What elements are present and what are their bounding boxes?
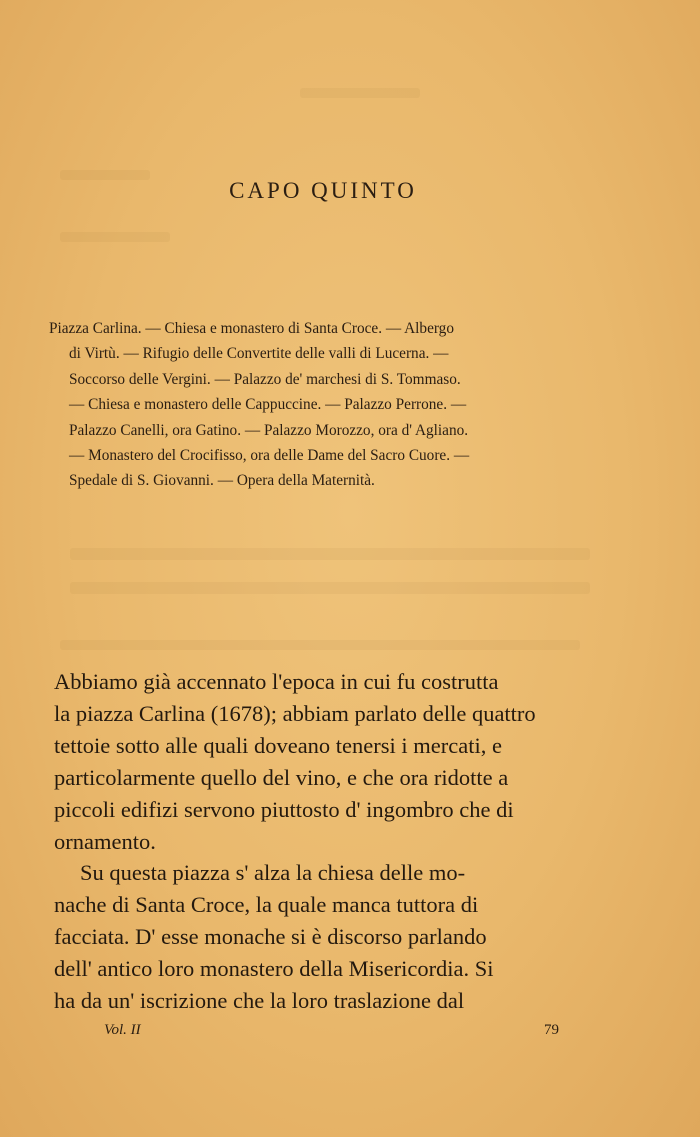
page-number: 79 [544,1022,559,1038]
summary-line: di Virtù. — Rifugio delle Convertite delle valli di Lucerna. — [69,345,449,363]
body-text [54,666,614,1017]
summary-line: Piazza Carlina. — Chiesa e monastero di Santa Croce. — Albergo [49,320,454,337]
summary-line: — Chiesa e monastero delle Cappuccine. — Palazzo Perrone. — [69,396,467,414]
chapter-title: CAPO QUINTO [229,178,417,203]
show-through-mark [70,548,590,560]
volume-label: Vol. II [104,1022,141,1038]
show-through-mark [60,232,170,242]
page-footer [0,1022,700,1052]
body-line: nache di Santa Croce, la quale manca tuttora di [54,892,479,918]
body-line: Abbiamo già accennato l'epoca in cui fu costrutta [54,669,499,694]
body-line: facciata. D' esse monache si è discorso parlando [54,924,487,950]
summary-line: — Monastero del Crocifisso, ora delle Dame del Sacro Cuore. — [69,447,470,465]
body-line: ha da un' iscrizione che la loro traslazione dal [54,988,465,1014]
show-through-mark [300,88,420,98]
show-through-mark [60,640,580,650]
body-line: dell' antico loro monastero della Misericordia. Si [54,956,494,982]
summary-line: Soccorso delle Vergini. — Palazzo de' marchesi di S. Tommaso. [69,370,461,388]
summary-line: Palazzo Canelli, ora Gatino. — Palazzo Morozzo, ora d' Agliano. [69,421,469,439]
body-line: tettoie sotto alle quali doveano tenersi i mercati, e [54,732,502,758]
body-line: particolarmente quello del vino, e che ora ridotte a [54,764,509,790]
show-through-mark [70,582,590,594]
body-line: la piazza Carlina (1678); abbiam parlato delle quattro [54,700,536,726]
summary-line: Spedale di S. Giovanni. — Opera della Maternità. [69,472,375,490]
body-line: Su questa piazza s' alza la chiesa delle mo- [80,860,466,886]
body-line: piccoli edifizi servono piuttosto d' ingombro che di [54,796,514,822]
body-line: ornamento. [54,828,156,854]
chapter-summary [49,316,609,494]
